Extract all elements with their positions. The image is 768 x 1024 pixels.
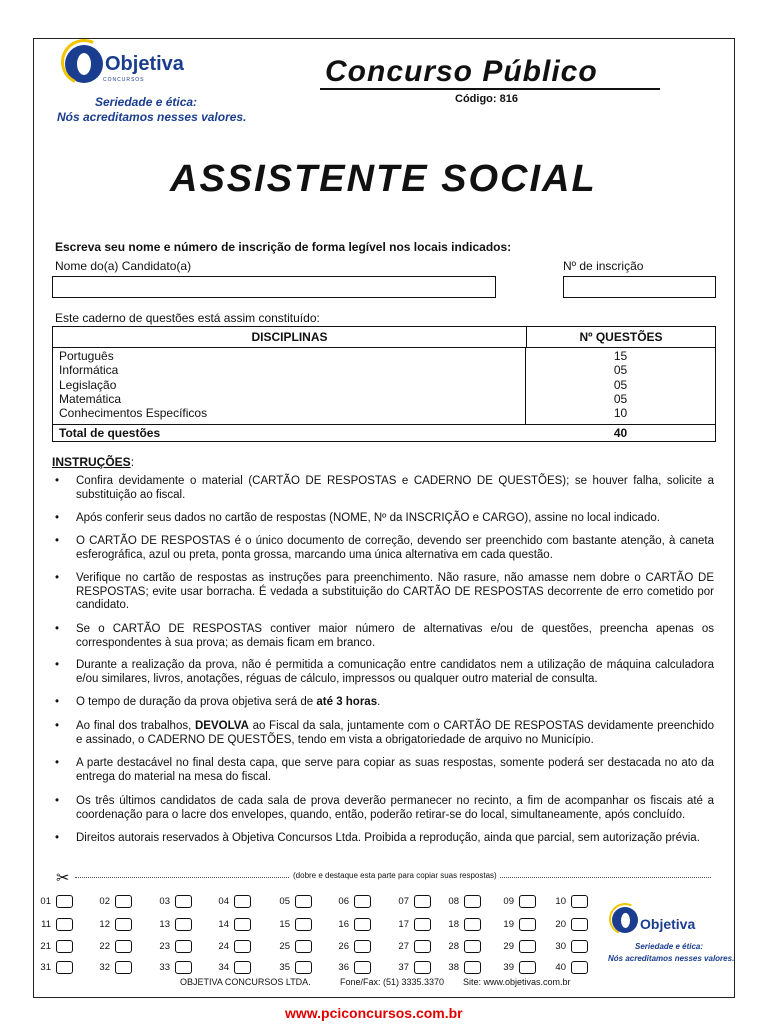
question-count: 05	[613, 391, 628, 406]
form-instruction: Escreva seu nome e número de inscrição de forma legível nos locais indicados:	[55, 240, 512, 254]
answer-slot	[548, 961, 588, 974]
answer-slot	[331, 961, 371, 974]
instruction-item: • O CARTÃO DE RESPOSTAS é o único documento de correção, devendo ser preenchido com bastante atenção, à caneta esferográfica, azul ou preta, ponta grossa, marcando uma única alternativa em cada questão.	[52, 535, 714, 562]
answer-box[interactable]	[571, 918, 588, 931]
answer-box[interactable]	[115, 918, 132, 931]
answer-number: 30	[555, 941, 566, 952]
answer-box[interactable]	[56, 918, 73, 931]
instruction-item: • Durante a realização da prova, não é permitida a comunicação entre candidatos nem a utilização de máquina calculadora e/ou similares, livros, anotações, réguas de cálculo, impressos ou qualquer outro material de consulta.	[52, 659, 714, 686]
answer-box[interactable]	[354, 940, 371, 953]
answer-number: 07	[398, 896, 409, 907]
answer-box[interactable]	[354, 918, 371, 931]
instruction-item: • A parte destacável no final desta capa, que serve para copiar as suas respostas, somente poderá ser destacada no ato da entrega do material na mesa do fiscal.	[52, 757, 714, 784]
instruction-item: • Verifique no cartão de respostas as instruções para preenchimento. Não rasure, não amasse nem dobre o CARTÃO DE RESPOSTAS; evite usar borracha. É vedada a substituição do CARTÃO DE RESPOSTAS decorrente de erro cometido por candidato.	[52, 572, 714, 613]
answer-box[interactable]	[56, 961, 73, 974]
question-count: 15	[613, 349, 628, 363]
total-value: 40	[613, 426, 628, 440]
answer-slot	[331, 940, 371, 953]
answer-number: 14	[218, 919, 229, 930]
answer-number: 09	[503, 896, 514, 907]
answer-number: 10	[555, 896, 566, 907]
answer-slot	[152, 918, 192, 931]
answer-number: 40	[555, 962, 566, 973]
registration-label: Nº de inscrição	[563, 259, 644, 273]
answer-number: 25	[279, 941, 290, 952]
answer-number: 37	[398, 962, 409, 973]
answer-number: 19	[503, 919, 514, 930]
objetiva-logo	[65, 45, 184, 83]
disciplines-table	[52, 326, 716, 442]
name-label: Nome do(a) Candidato(a)	[55, 259, 192, 273]
cargo-title: ASSISTENTE SOCIAL	[170, 158, 597, 200]
answer-slot	[272, 918, 312, 931]
answer-number: 38	[448, 962, 459, 973]
instruction-item: • Direitos autorais reservados à Objetiva Concursos Ltda. Proibida a reprodução, ainda que parcial, sem autorização prévia.	[52, 832, 714, 846]
answer-box[interactable]	[519, 940, 536, 953]
table-body	[53, 348, 715, 425]
answer-box[interactable]	[295, 918, 312, 931]
answer-box[interactable]	[354, 961, 371, 974]
answer-slot	[391, 961, 431, 974]
answer-number: 39	[503, 962, 514, 973]
answer-number: 24	[218, 941, 229, 952]
answer-slot	[272, 961, 312, 974]
answer-slot	[33, 895, 73, 908]
answer-box[interactable]	[234, 940, 251, 953]
answer-number: 22	[99, 941, 110, 952]
answer-number: 33	[159, 962, 170, 973]
answer-box[interactable]	[571, 940, 588, 953]
answer-slot	[152, 940, 192, 953]
table-total-row	[53, 425, 715, 442]
slogan-line1: Seriedade e ética:	[95, 95, 198, 109]
discipline-name: Informática	[59, 363, 119, 378]
answer-box[interactable]	[175, 940, 192, 953]
discipline-name: Português	[59, 349, 114, 363]
answer-slot	[496, 961, 536, 974]
instruction-item: • Após conferir seus dados no cartão de respostas (NOME, Nº da INSCRIÇÃO e CARGO), assine no local indicado.	[52, 512, 714, 526]
logo-name: Objetiva	[640, 916, 696, 932]
answer-slot	[548, 918, 588, 931]
answer-slot	[92, 918, 132, 931]
table-caption: Este caderno de questões está assim constituído:	[55, 311, 320, 325]
answer-box[interactable]	[295, 961, 312, 974]
answer-number: 17	[398, 919, 409, 930]
answer-box[interactable]	[115, 895, 132, 908]
answer-number: 34	[218, 962, 229, 973]
answer-slot	[211, 918, 251, 931]
answer-box[interactable]	[464, 961, 481, 974]
answer-box[interactable]	[175, 961, 192, 974]
answer-box[interactable]	[464, 895, 481, 908]
registration-field[interactable]	[563, 276, 716, 298]
footer-company: OBJETIVA CONCURSOS LTDA.	[180, 977, 311, 987]
instruction-item: • O tempo de duração da prova objetiva será de até 3 horas.	[52, 696, 714, 710]
answer-box[interactable]	[56, 895, 73, 908]
answer-box[interactable]	[464, 940, 481, 953]
answer-slot	[496, 918, 536, 931]
slogan-small-line1: Seriedade e ética:	[635, 942, 704, 951]
logo-name: Objetiva	[105, 53, 184, 75]
answer-box[interactable]	[519, 895, 536, 908]
answer-number: 20	[555, 919, 566, 930]
answer-slot	[272, 940, 312, 953]
answer-number: 01	[40, 896, 51, 907]
discipline-name: Matemática	[59, 391, 122, 406]
answer-box[interactable]	[175, 895, 192, 908]
instruction-item: • Ao final dos trabalhos, DEVOLVA ao Fiscal da sala, juntamente com o CARTÃO DE RESPOSTAS devidamente preenchido e assinado, o CADERNO DE QUESTÕES, tendo em vista a obrigatoriedade de arquivo no Município.	[52, 720, 714, 747]
slogan-small-line2: Nós acreditamos nesses valores.	[608, 954, 735, 963]
answer-box[interactable]	[234, 895, 251, 908]
answer-box[interactable]	[571, 895, 588, 908]
answer-number: 31	[40, 962, 51, 973]
answer-slot	[211, 940, 251, 953]
total-label: Total de questões	[59, 426, 161, 440]
answer-number: 27	[398, 941, 409, 952]
title-underline	[320, 88, 660, 90]
instructions-heading: INSTRUÇÕES:	[52, 455, 135, 469]
question-count: 05	[613, 377, 628, 392]
answer-number: 04	[218, 896, 229, 907]
answer-slot	[441, 940, 481, 953]
answer-slot	[33, 940, 73, 953]
col-disciplines: DISCIPLINAS	[53, 327, 527, 347]
instruction-item: • Se o CARTÃO DE RESPOSTAS contiver maior número de alternativas e/ou de questões, preencha apenas os correspondentes à sua prova; as demais ficam em branco.	[52, 623, 714, 650]
answer-number: 11	[41, 919, 51, 930]
answer-number: 36	[338, 962, 349, 973]
answer-box[interactable]	[234, 961, 251, 974]
slogan-line2: Nós acreditamos nesses valores.	[57, 110, 247, 124]
answer-number: 21	[40, 941, 51, 952]
answer-number: 02	[99, 896, 110, 907]
answer-number: 23	[159, 941, 170, 952]
answer-slot	[548, 940, 588, 953]
answer-number: 13	[159, 919, 170, 930]
col-questions: Nº QUESTÕES	[579, 330, 663, 344]
logo-o-icon	[612, 907, 638, 933]
logo-o-icon	[65, 45, 103, 83]
answer-slot	[441, 895, 481, 908]
answer-box[interactable]	[115, 940, 132, 953]
answer-box[interactable]	[295, 940, 312, 953]
answer-slot	[92, 940, 132, 953]
answer-slot	[496, 895, 536, 908]
answer-number: 12	[99, 919, 110, 930]
footer-phone: Fone/Fax: (51) 3335.3370	[340, 977, 445, 987]
answer-slot	[331, 895, 371, 908]
objetiva-logo-small	[612, 907, 695, 933]
answer-slot	[92, 961, 132, 974]
answer-box[interactable]	[414, 961, 431, 974]
answer-slot	[152, 961, 192, 974]
answer-slot	[272, 895, 312, 908]
answer-box[interactable]	[354, 895, 371, 908]
instruction-item: • Os três últimos candidatos de cada sala de prova deverão permanecer no recinto, a fim de acompanhar os fiscais até a coordenação para o lacre dos envelopes, quando, então, poderão retirar-se do local, simultaneamente, após concluído.	[52, 795, 714, 822]
answer-slot	[441, 918, 481, 931]
answer-slot	[331, 918, 371, 931]
answer-box[interactable]	[414, 918, 431, 931]
answer-number: 03	[159, 896, 170, 907]
answer-box[interactable]	[56, 940, 73, 953]
answer-number: 26	[338, 941, 349, 952]
answer-slot	[92, 895, 132, 908]
answer-number: 35	[279, 962, 290, 973]
answer-slot	[33, 918, 73, 931]
answer-box[interactable]	[414, 940, 431, 953]
answer-slot	[211, 961, 251, 974]
answer-box[interactable]	[234, 918, 251, 931]
name-field[interactable]	[52, 276, 496, 298]
answer-box[interactable]	[519, 961, 536, 974]
cut-note: (dobre e destaque esta parte para copiar suas respostas)	[290, 871, 500, 880]
answer-slot	[391, 918, 431, 931]
answer-slot	[152, 895, 192, 908]
answer-box[interactable]	[115, 961, 132, 974]
scissors-icon: ✂	[56, 870, 70, 887]
table-header	[53, 327, 715, 348]
answer-box[interactable]	[464, 918, 481, 931]
answer-slot	[391, 895, 431, 908]
question-count: 05	[613, 363, 628, 378]
answer-box[interactable]	[571, 961, 588, 974]
answer-slot	[33, 961, 73, 974]
answer-box[interactable]	[175, 918, 192, 931]
answer-number: 06	[338, 896, 349, 907]
answer-number: 15	[279, 919, 290, 930]
answer-slot	[211, 895, 251, 908]
answer-number: 18	[448, 919, 459, 930]
watermark-url[interactable]: www.pciconcursos.com.br	[285, 1005, 463, 1021]
answer-number: 28	[448, 941, 459, 952]
answer-number: 05	[279, 896, 290, 907]
logo-sub: CONCURSOS	[103, 77, 145, 83]
answer-number: 16	[338, 919, 349, 930]
instruction-item: • Confira devidamente o material (CARTÃO DE RESPOSTAS e CADERNO DE QUESTÕES); se houver falha, solicite a substituição ao fiscal.	[52, 475, 714, 502]
answer-number: 32	[99, 962, 110, 973]
answer-box[interactable]	[295, 895, 312, 908]
discipline-name: Legislação	[59, 377, 117, 392]
answer-slot	[391, 940, 431, 953]
answer-slot	[548, 895, 588, 908]
answer-number: 08	[448, 896, 459, 907]
answer-box[interactable]	[414, 895, 431, 908]
answer-slot	[496, 940, 536, 953]
discipline-name: Conhecimentos Específicos	[59, 406, 208, 421]
answer-slot	[441, 961, 481, 974]
page-title: Concurso Público	[325, 55, 598, 88]
answer-number: 29	[503, 941, 514, 952]
footer-site: Site: www.objetivas.com.br	[463, 977, 571, 987]
answer-box[interactable]	[519, 918, 536, 931]
exam-code: Código: 816	[455, 93, 518, 105]
question-count: 10	[613, 406, 628, 421]
